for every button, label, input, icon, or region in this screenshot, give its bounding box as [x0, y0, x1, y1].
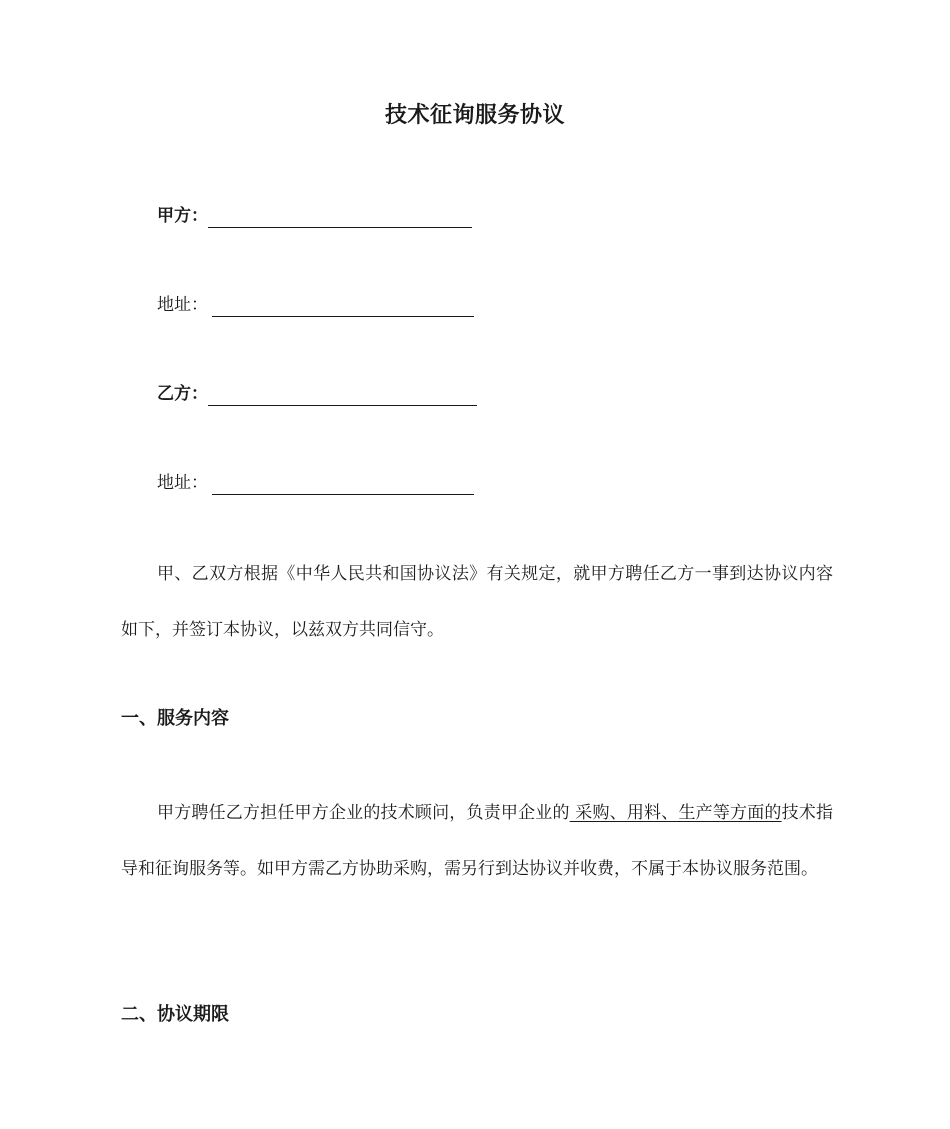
section-1-text-before: 甲方聘任乙方担任甲方企业的技术顾问，负责甲企业的: [157, 803, 570, 823]
party-a-blank: [208, 207, 472, 228]
party-b-blank: [208, 385, 477, 406]
section-2-heading: 二、协议期限: [121, 1004, 229, 1025]
document-title: 技术征询服务协议: [384, 103, 565, 128]
party-a-address-field: [157, 293, 474, 317]
party-b-address-field: [157, 471, 474, 495]
section-1-text-after: 技术指导和征询服务等。如甲方需乙方协助采购，需另行到达协议并收费，不属于本协议服务范围。: [121, 803, 833, 879]
section-1-underlined-text: 采购、用料、生产等方面的: [569, 803, 782, 823]
party-a-address-label: 地址：: [157, 295, 208, 315]
party-a-label: 甲方：: [157, 206, 208, 226]
section-1-paragraph: [121, 785, 833, 897]
party-a-address-blank: [212, 296, 474, 317]
party-b-address-label: 地址：: [157, 473, 208, 493]
intro-paragraph: 甲、乙双方根据《中华人民共和国协议法》有关规定，就甲方聘任乙方一事到达协议内容如下，并签订本协议，以兹双方共同信守。: [121, 564, 833, 640]
party-b-address-blank: [212, 474, 474, 495]
party-a-field: [157, 204, 472, 228]
party-b-field: [157, 382, 477, 406]
section-1-heading: 一、服务内容: [121, 708, 229, 729]
party-b-label: 乙方：: [157, 384, 208, 404]
